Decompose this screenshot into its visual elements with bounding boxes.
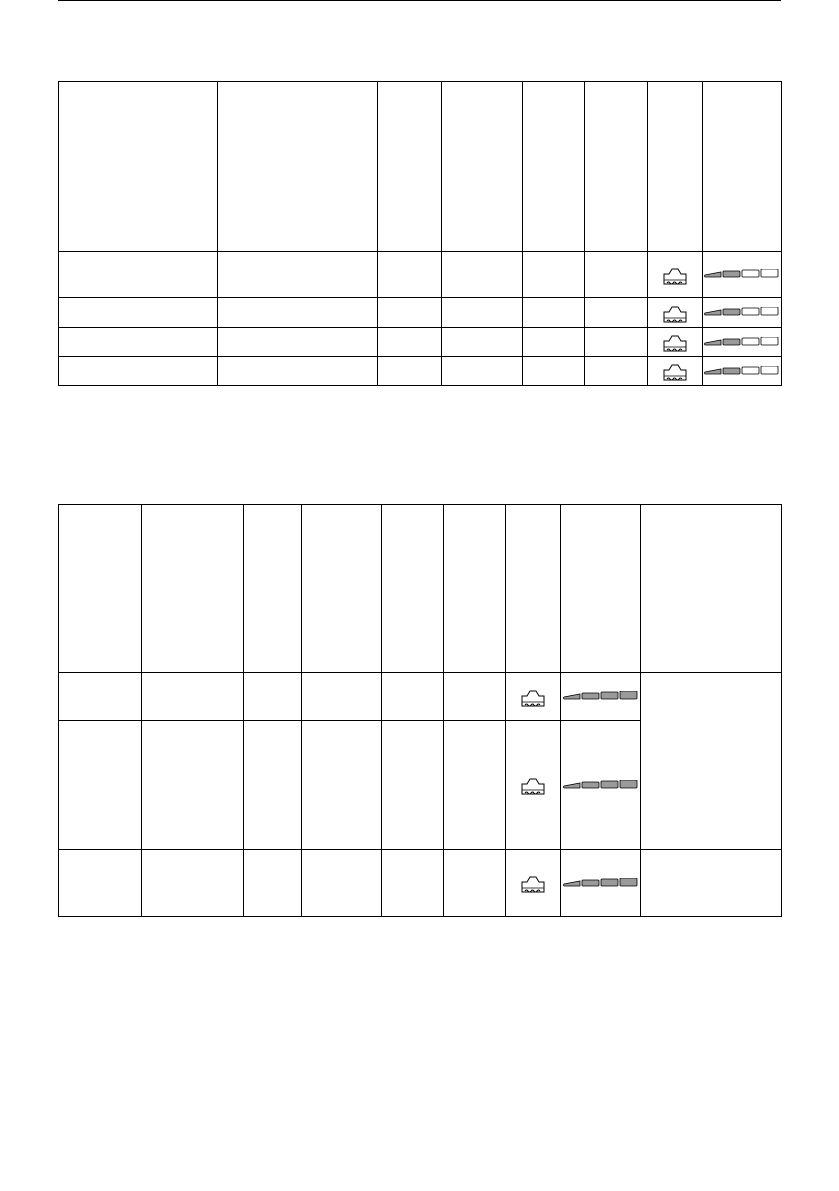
table-cell — [585, 357, 648, 386]
header-cell — [506, 505, 561, 673]
table-cell — [142, 673, 244, 721]
table-cell — [302, 673, 382, 721]
table-cell — [59, 850, 142, 917]
table-cell — [59, 252, 218, 298]
header-cell — [142, 505, 244, 673]
heating-mode-cell — [506, 850, 561, 917]
top-rule — [58, 0, 781, 1]
table-header-row — [59, 505, 782, 673]
table-cell — [442, 328, 523, 357]
settings-table-1 — [58, 81, 782, 386]
level-gauge — [563, 874, 639, 891]
level-gauge-cell — [703, 252, 782, 298]
level-gauge-cell — [561, 850, 641, 917]
table-row — [59, 298, 782, 328]
table-cell — [585, 298, 648, 328]
header-cell — [382, 505, 444, 673]
header-cell — [378, 82, 442, 252]
header-cell — [59, 505, 142, 673]
table-cell — [142, 721, 244, 850]
table-row — [59, 252, 782, 298]
header-cell — [703, 82, 782, 252]
table-cell — [378, 252, 442, 298]
header-cell — [641, 505, 782, 673]
table-cell — [378, 357, 442, 386]
header-cell — [244, 505, 302, 673]
level-gauge-cell — [703, 328, 782, 357]
header-cell — [561, 505, 641, 673]
heating-mode-cell — [648, 357, 703, 386]
table-cell — [218, 298, 378, 328]
header-cell — [302, 505, 382, 673]
table-cell — [444, 673, 506, 721]
oven-bottom-heat-icon — [520, 874, 546, 891]
table-cell — [218, 357, 378, 386]
oven-bottom-heat-icon — [662, 266, 688, 283]
table-cell — [59, 357, 218, 386]
table-cell — [244, 850, 302, 917]
level-gauge-cell — [703, 357, 782, 386]
table-cell — [442, 357, 523, 386]
table-cell — [59, 298, 218, 328]
settings-table-2 — [58, 504, 782, 917]
table-cell — [59, 673, 142, 721]
oven-bottom-heat-icon — [520, 688, 546, 705]
table-cell — [523, 328, 585, 357]
table-cell — [142, 850, 244, 917]
table-cell — [523, 252, 585, 298]
header-cell — [523, 82, 585, 252]
level-gauge — [704, 362, 780, 379]
heating-mode-cell — [506, 673, 561, 721]
merged-note-cell — [641, 673, 782, 850]
table-cell — [585, 328, 648, 357]
header-cell — [218, 82, 378, 252]
table-cell — [218, 252, 378, 298]
header-cell — [444, 505, 506, 673]
table-cell — [382, 850, 444, 917]
level-gauge-cell — [561, 673, 641, 721]
table-cell — [382, 721, 444, 850]
table-cell — [585, 252, 648, 298]
table-row — [59, 357, 782, 386]
table-row — [59, 328, 782, 357]
header-cell — [59, 82, 218, 252]
table-cell — [378, 298, 442, 328]
table-cell — [382, 673, 444, 721]
table-cell — [523, 357, 585, 386]
level-gauge — [563, 776, 639, 793]
level-gauge — [704, 333, 780, 350]
level-gauge — [563, 688, 639, 705]
table-cell — [59, 328, 218, 357]
table-cell — [523, 298, 585, 328]
table-cell — [244, 673, 302, 721]
oven-bottom-heat-icon — [662, 333, 688, 350]
table-cell — [641, 850, 782, 917]
level-gauge-cell — [703, 298, 782, 328]
heating-mode-cell — [648, 298, 703, 328]
level-gauge-cell — [561, 721, 641, 850]
header-cell — [648, 82, 703, 252]
oven-bottom-heat-icon — [662, 304, 688, 321]
header-cell — [585, 82, 648, 252]
table-cell — [218, 328, 378, 357]
table-cell — [442, 298, 523, 328]
heating-mode-cell — [648, 252, 703, 298]
oven-bottom-heat-icon — [520, 776, 546, 793]
oven-bottom-heat-icon — [662, 362, 688, 379]
heating-mode-cell — [506, 721, 561, 850]
table-cell — [378, 328, 442, 357]
table-row — [59, 850, 782, 917]
table-cell — [444, 850, 506, 917]
heating-mode-cell — [648, 328, 703, 357]
table-cell — [444, 721, 506, 850]
level-gauge — [704, 304, 780, 321]
level-gauge — [704, 266, 780, 283]
table-cell — [302, 721, 382, 850]
header-cell — [442, 82, 523, 252]
table-cell — [302, 850, 382, 917]
table-cell — [442, 252, 523, 298]
table-row — [59, 673, 782, 721]
table-cell — [59, 721, 142, 850]
table-header-row — [59, 82, 782, 252]
table-cell — [244, 721, 302, 850]
